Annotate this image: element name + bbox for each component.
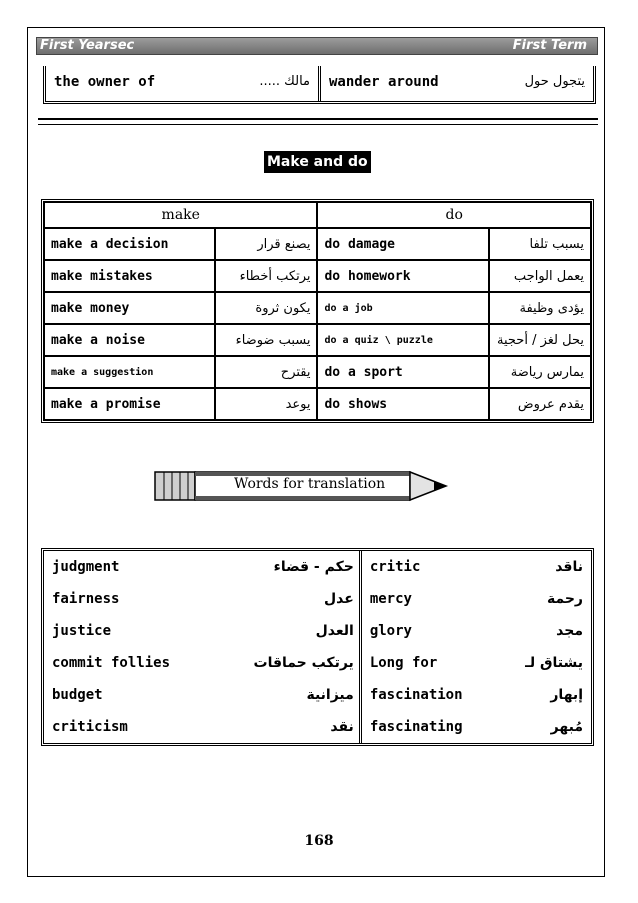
term-en: the owner of xyxy=(54,74,156,90)
make-en: make a noise xyxy=(44,324,215,356)
right-en: glory xyxy=(369,623,412,639)
section-title: Make and do xyxy=(264,151,371,173)
table-row xyxy=(44,551,591,583)
make-do-table xyxy=(41,199,594,423)
left-ar: ميزانية xyxy=(212,679,362,711)
make-ar: يوعد xyxy=(215,388,317,420)
header-bar xyxy=(36,37,598,55)
table-row xyxy=(44,260,591,292)
do-en: do a quiz \ puzzle xyxy=(317,324,488,356)
table-row xyxy=(44,388,591,420)
header-left: First Yearsec xyxy=(40,38,135,53)
top-vocab-row xyxy=(43,66,596,104)
divider xyxy=(38,118,598,125)
table-row xyxy=(44,679,591,711)
top-left-cell xyxy=(46,66,318,101)
make-header: make xyxy=(44,202,317,228)
table-row xyxy=(44,711,591,743)
left-en: budget xyxy=(52,687,103,703)
make-en: make a promise xyxy=(44,388,215,420)
top-right-cell xyxy=(318,66,593,101)
right-en: Long for xyxy=(369,655,438,671)
table-row xyxy=(44,583,591,615)
do-en: do a job xyxy=(317,292,488,324)
make-ar: يقترح xyxy=(215,356,317,388)
table-row xyxy=(44,324,591,356)
right-en: fascinating xyxy=(369,719,463,735)
right-en: critic xyxy=(369,559,421,575)
table-row xyxy=(44,292,591,324)
do-header: do xyxy=(317,202,591,228)
make-ar: يرتكب أخطاء xyxy=(215,260,317,292)
left-en: commit follies xyxy=(52,655,171,671)
do-ar: يؤدى وظيفة xyxy=(489,292,591,324)
left-ar: يرتكب حماقات xyxy=(212,647,362,679)
pencil-label: Words for translation xyxy=(234,476,386,492)
right-ar: إبهار xyxy=(550,687,583,703)
right-ar: مُبهر xyxy=(550,719,583,735)
translation-table xyxy=(41,548,594,746)
do-en: do homework xyxy=(317,260,488,292)
do-ar: يقدم عروض xyxy=(489,388,591,420)
do-ar: يحل لغز / أحجية xyxy=(489,324,591,356)
left-ar: عدل xyxy=(212,583,362,615)
left-ar: نقد xyxy=(212,711,362,743)
do-en: do shows xyxy=(317,388,488,420)
make-en: make a suggestion xyxy=(44,356,215,388)
left-en: judgment xyxy=(52,559,120,575)
right-en: mercy xyxy=(369,591,412,607)
right-ar: ناقد xyxy=(555,559,583,575)
table-row xyxy=(44,356,591,388)
left-en: fairness xyxy=(52,591,120,607)
make-ar: يسبب ضوضاء xyxy=(215,324,317,356)
term-en: wander around xyxy=(329,74,439,90)
page-number: 168 xyxy=(304,833,334,849)
make-en: make a decision xyxy=(44,228,215,260)
right-ar: مجد xyxy=(556,623,583,639)
right-ar: يشتاق لـ xyxy=(525,655,583,671)
make-ar: يكون ثروة xyxy=(215,292,317,324)
do-ar: يسبب تلفا xyxy=(489,228,591,260)
do-ar: يمارس رياضة xyxy=(489,356,591,388)
table-row xyxy=(44,228,591,260)
term-ar: يتجول حول xyxy=(524,74,585,89)
do-ar: يعمل الواجب xyxy=(489,260,591,292)
table-header-row xyxy=(44,202,591,228)
table-row xyxy=(44,647,591,679)
left-ar: حكم - قضاء xyxy=(212,551,362,583)
header-right: First Term xyxy=(512,38,587,53)
left-en: criticism xyxy=(52,719,128,735)
table-row xyxy=(44,615,591,647)
right-ar: رحمة xyxy=(546,591,583,607)
left-ar: العدل xyxy=(212,615,362,647)
do-en: do a sport xyxy=(317,356,488,388)
left-en: justice xyxy=(52,623,112,639)
term-ar: مالك ..... xyxy=(259,74,310,89)
make-en: make mistakes xyxy=(44,260,215,292)
make-en: make money xyxy=(44,292,215,324)
right-en: fascination xyxy=(369,687,463,703)
make-ar: يصنع قرار xyxy=(215,228,317,260)
do-en: do damage xyxy=(317,228,488,260)
